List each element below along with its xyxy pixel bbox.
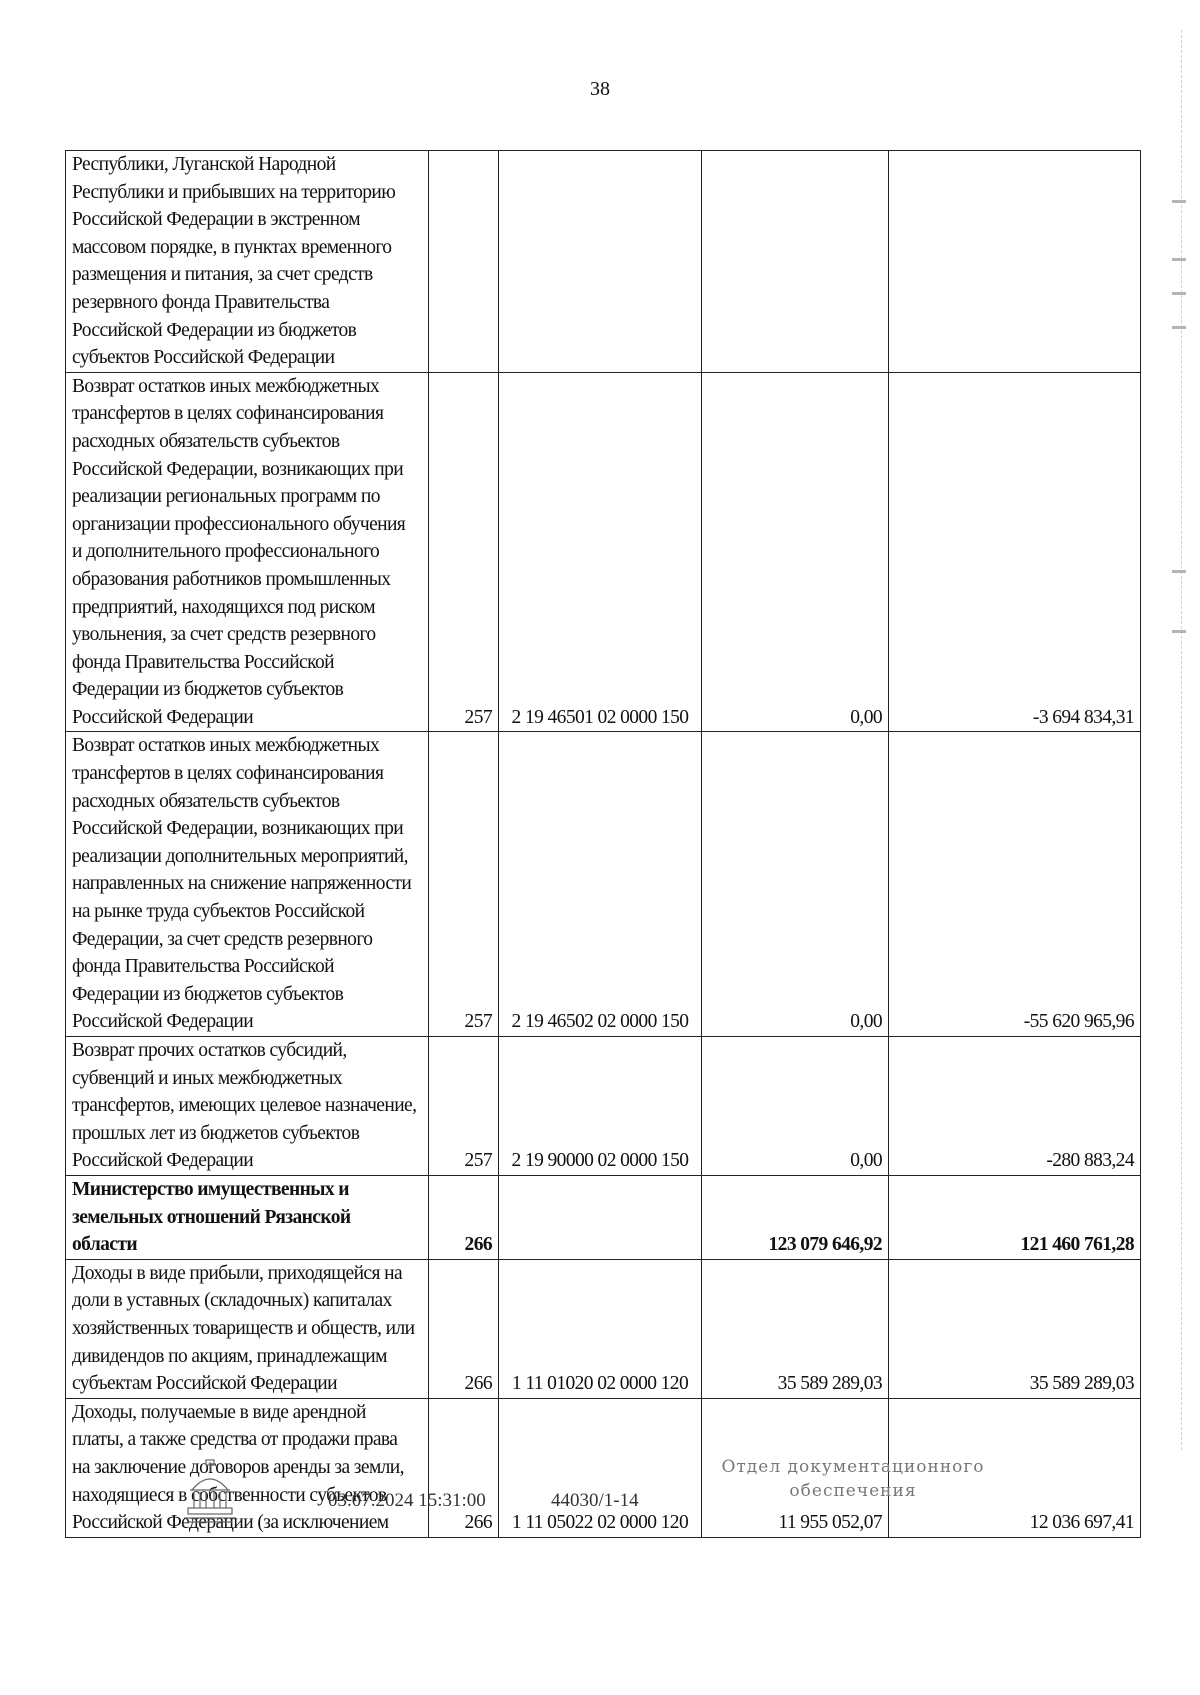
description-line: субвенций и иных межбюджетных (72, 1067, 342, 1089)
description-line: Российской Федерации в экстренном (72, 209, 360, 231)
row-budget-code: 1 11 05022 02 0000 120 (499, 1398, 702, 1537)
page-number: 38 (590, 78, 610, 100)
description-line: Министерство имущественных и (72, 1178, 349, 1200)
description-line: Республики и прибывших на территорию (72, 181, 396, 203)
row-admin-code: 257 (429, 372, 499, 732)
row-description (66, 1175, 429, 1259)
row-plan-amount: 11 955 052,07 (702, 1398, 889, 1537)
row-budget-code: 2 19 90000 02 0000 150 (499, 1037, 702, 1176)
description-line: и дополнительного профессионального (72, 541, 380, 563)
description-line: дивидендов по акциям, принадлежащим (72, 1345, 387, 1367)
description-line: Доходы, получаемые в виде арендной (72, 1401, 366, 1423)
table-row (66, 151, 1141, 373)
row-fact-amount: -55 620 965,96 (889, 732, 1141, 1037)
description-line: трансфертов в целях софинансирования (72, 763, 384, 785)
row-plan-amount: 123 079 646,92 (702, 1175, 889, 1259)
row-fact-amount: 35 589 289,03 (889, 1259, 1141, 1398)
table-row (66, 1037, 1141, 1176)
table-body (66, 151, 1141, 1538)
row-fact-amount: 12 036 697,41 (889, 1398, 1141, 1537)
description-line: находящиеся в собственности субъектов (72, 1484, 387, 1506)
scan-edge-marks (1181, 30, 1192, 1450)
description-line: доли в уставных (складочных) капиталах (72, 1290, 392, 1312)
description-line: фонда Правительства Российской (72, 651, 334, 673)
row-fact-amount: -3 694 834,31 (889, 372, 1141, 732)
row-fact-amount (889, 151, 1141, 373)
row-description (66, 1398, 429, 1537)
duma-building-logo-icon (180, 1458, 240, 1528)
row-description (66, 372, 429, 732)
description-line: организации профессионального обучения (72, 513, 406, 535)
description-line: Возврат остатков иных межбюджетных (72, 735, 380, 757)
description-line: фонда Правительства Российской (72, 956, 334, 978)
description-line: земельных отношений Рязанской (72, 1206, 351, 1228)
description-line: Российской Федерации, возникающих при (72, 818, 404, 840)
stamp-line-1: Отдел документационного (721, 1457, 985, 1477)
description-line: Российской Федерации из бюджетов (72, 319, 357, 341)
description-line: резервного фонда Правительства (72, 291, 330, 313)
row-description (66, 151, 429, 373)
row-description (66, 1037, 429, 1176)
row-admin-code: 266 (429, 1259, 499, 1398)
description-line: размещения и питания, за счет средств (72, 264, 373, 286)
row-budget-code: 2 19 46502 02 0000 150 (499, 732, 702, 1037)
description-line: на заключение договоров аренды за земли, (72, 1456, 404, 1478)
description-line: Республики, Луганской Народной (72, 154, 336, 175)
revenue-table (65, 150, 1141, 1538)
row-admin-code: 257 (429, 732, 499, 1037)
row-budget-code (499, 151, 702, 373)
row-description (66, 1259, 429, 1398)
description-line: субъектов Российской Федерации (72, 347, 335, 369)
description-line: увольнения, за счет средств резервного (72, 624, 376, 646)
row-admin-code: 266 (429, 1398, 499, 1537)
row-admin-code: 266 (429, 1175, 499, 1259)
table-row (66, 1175, 1141, 1259)
row-budget-code (499, 1175, 702, 1259)
stamp-line-2: обеспечения (789, 1481, 917, 1501)
description-line: платы, а также средства от продажи права (72, 1429, 398, 1451)
row-fact-amount: -280 883,24 (889, 1037, 1141, 1176)
description-line: Российской Федерации (72, 1150, 254, 1172)
description-line: образования работников промышленных (72, 568, 391, 590)
description-line: массовом порядке, в пунктах временного (72, 236, 392, 258)
row-fact-amount: 121 460 761,28 (889, 1175, 1141, 1259)
footer-reference-number: 44030/1-14 (551, 1490, 639, 1511)
description-line: Российской Федерации, возникающих при (72, 458, 404, 480)
row-budget-code: 2 19 46501 02 0000 150 (499, 372, 702, 732)
description-line: Доходы в виде прибыли, приходящейся на (72, 1262, 402, 1284)
description-line: на рынке труда субъектов Российской (72, 901, 365, 923)
row-plan-amount: 0,00 (702, 1037, 889, 1176)
table-row (66, 1259, 1141, 1398)
description-line: субъектам Российской Федерации (72, 1373, 337, 1395)
row-plan-amount (702, 151, 889, 373)
description-line: области (72, 1234, 137, 1256)
description-line: предприятий, находящихся под риском (72, 596, 376, 618)
row-plan-amount: 35 589 289,03 (702, 1259, 889, 1398)
description-line: расходных обязательств субъектов (72, 430, 340, 452)
description-line: направленных на снижение напряженности (72, 873, 412, 895)
description-line: Российской Федерации (72, 706, 254, 728)
description-line: Возврат прочих остатков субсидий, (72, 1040, 347, 1061)
description-line: прошлых лет из бюджетов субъектов (72, 1122, 360, 1144)
description-line: расходных обязательств субъектов (72, 790, 340, 812)
row-admin-code: 257 (429, 1037, 499, 1176)
description-line: Российской Федерации (за исключением (72, 1512, 389, 1534)
row-plan-amount: 0,00 (702, 372, 889, 732)
description-line: хозяйственных товариществ и обществ, или (72, 1317, 415, 1339)
footer-date: 03.07.2024 15:31:00 (328, 1490, 486, 1511)
description-line: Возврат остатков иных межбюджетных (72, 375, 380, 397)
row-description (66, 732, 429, 1037)
description-line: Федерации из бюджетов субъектов (72, 679, 344, 701)
row-admin-code (429, 151, 499, 373)
description-line: трансфертов в целях софинансирования (72, 403, 384, 425)
table-row (66, 372, 1141, 732)
description-line: трансфертов, имеющих целевое назначение, (72, 1095, 417, 1117)
description-line: Федерации, за счет средств резервного (72, 928, 373, 950)
description-line: реализации региональных программ по (72, 486, 380, 508)
description-line: реализации дополнительных мероприятий, (72, 845, 408, 867)
description-line: Федерации из бюджетов субъектов (72, 983, 344, 1005)
row-budget-code: 1 11 01020 02 0000 120 (499, 1259, 702, 1398)
description-line: Российской Федерации (72, 1011, 254, 1033)
row-plan-amount: 0,00 (702, 732, 889, 1037)
table-row (66, 732, 1141, 1037)
department-stamp (718, 1455, 988, 1503)
